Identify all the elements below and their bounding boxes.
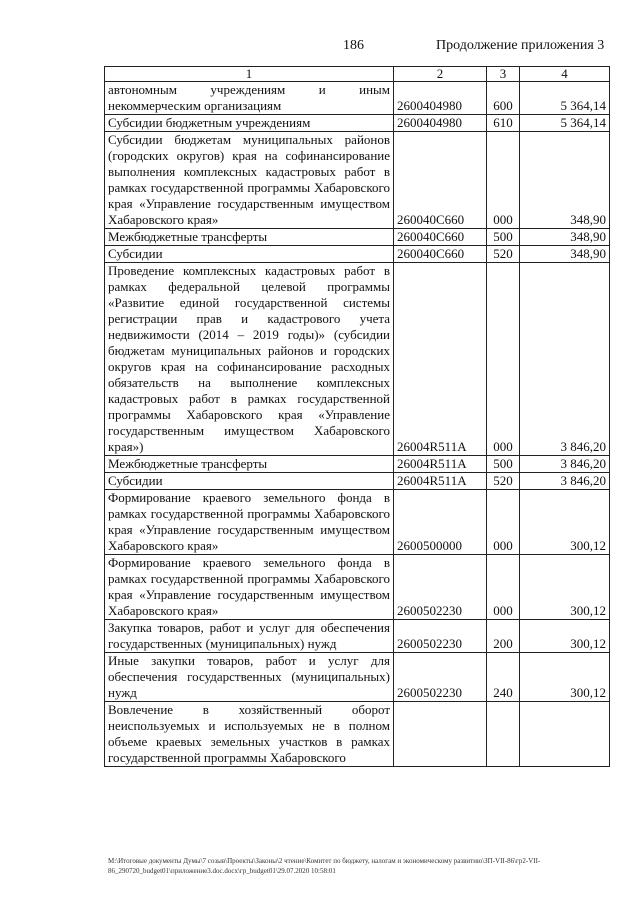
target-article-code: 2600502230 <box>394 555 487 620</box>
row-description: Формирование краевого земельного фонда в рамках государственной программы Хабаровского края «Управление государственным имуществом Хабаровского края» <box>105 555 394 620</box>
amount-cell: 300,12 <box>520 555 610 620</box>
amount-cell: 3 846,20 <box>520 456 610 473</box>
amount-cell: 5 364,14 <box>520 115 610 132</box>
row-description: Субсидии бюджетам муниципальных районов (городских округов) края на софинансирование выполнения комплексных кадастровых работ в рамках государственной программы Хабаровского края «Управление государственным имуществом Хабаровского края» <box>105 132 394 229</box>
amount-cell <box>520 702 610 767</box>
table-row <box>105 229 610 246</box>
expense-type-code: 500 <box>487 229 520 246</box>
row-description: Закупка товаров, работ и услуг для обеспечения государственных (муниципальных) нужд <box>105 620 394 653</box>
row-description: автономным учреждениям и иным некоммерческим организациям <box>105 82 394 115</box>
target-article-code: 260040С660 <box>394 132 487 229</box>
budget-table <box>104 66 610 767</box>
table-row <box>105 620 610 653</box>
target-article-code: 26004R511A <box>394 456 487 473</box>
table-row <box>105 555 610 620</box>
table-row <box>105 263 610 456</box>
target-article-code: 2600404980 <box>394 115 487 132</box>
amount-cell: 5 364,14 <box>520 82 610 115</box>
amount-cell: 348,90 <box>520 229 610 246</box>
table-row <box>105 490 610 555</box>
table-row <box>105 456 610 473</box>
target-article-code: 260040С660 <box>394 246 487 263</box>
column-number-row <box>105 67 610 82</box>
row-description: Иные закупки товаров, работ и услуг для обеспечения государственных (муниципальных) нужд <box>105 653 394 702</box>
page-header <box>0 38 640 60</box>
target-article-code: 2600500000 <box>394 490 487 555</box>
amount-cell: 348,90 <box>520 246 610 263</box>
expense-type-code: 000 <box>487 555 520 620</box>
target-article-code: 2600502230 <box>394 620 487 653</box>
expense-type-code: 000 <box>487 490 520 555</box>
expense-type-code: 600 <box>487 82 520 115</box>
table-row <box>105 653 610 702</box>
expense-type-code: 200 <box>487 620 520 653</box>
table-row <box>105 702 610 767</box>
row-description: Субсидии <box>105 473 394 490</box>
expense-type-code <box>487 702 520 767</box>
row-description: Формирование краевого земельного фонда в рамках государственной программы Хабаровского края «Управление государственным имуществом Хабаровского края» <box>105 490 394 555</box>
expense-type-code: 000 <box>487 132 520 229</box>
budget-table-body <box>105 67 610 767</box>
amount-cell: 300,12 <box>520 653 610 702</box>
expense-type-code: 500 <box>487 456 520 473</box>
target-article-code: 26004R511A <box>394 473 487 490</box>
target-article-code: 26004R511A <box>394 263 487 456</box>
column-header: 1 <box>105 67 394 82</box>
amount-cell: 3 846,20 <box>520 263 610 456</box>
table-row <box>105 115 610 132</box>
column-header: 3 <box>487 67 520 82</box>
amount-cell: 3 846,20 <box>520 473 610 490</box>
expense-type-code: 610 <box>487 115 520 132</box>
row-description: Межбюджетные трансферты <box>105 456 394 473</box>
target-article-code <box>394 702 487 767</box>
amount-cell: 300,12 <box>520 490 610 555</box>
expense-type-code: 520 <box>487 473 520 490</box>
expense-type-code: 520 <box>487 246 520 263</box>
table-row <box>105 246 610 263</box>
target-article-code: 2600502230 <box>394 653 487 702</box>
amount-cell: 348,90 <box>520 132 610 229</box>
row-description: Проведение комплексных кадастровых работ в рамках федеральной целевой программы «Развитие единой государственной системы регистрации прав и кадастрового учета недвижимости (2014 – 2019 годы)» (субсидии бюджетам муниципальных районов и городских округов края на софинансирование расходных обязательств на выполнение комплексных кадастровых работ в рамках государственной программы Хабаровского края «Управление государственным имуществом Хабаровского края») <box>105 263 394 456</box>
table-row <box>105 473 610 490</box>
column-header: 4 <box>520 67 610 82</box>
target-article-code: 2600404980 <box>394 82 487 115</box>
row-description: Вовлечение в хозяйственный оборот неиспользуемых и используемых не в полном объеме краевых земельных участков в рамках государственной программы Хабаровского <box>105 702 394 767</box>
file-path-footer: М:\Итоговые документы Думы\7 созыв\Проекты\Законы\2 чтение\Комитет по бюджету, налогам и экономическому развитию\ЗП-VII-86\гр2-VII-86_290720_budget01\приложение3.doc.docx\гр_budget01\29.07.2020 10:58:01 <box>108 857 541 875</box>
amount-cell: 300,12 <box>520 620 610 653</box>
continuation-label: Продолжение приложения 3 <box>436 38 605 53</box>
table-row <box>105 132 610 229</box>
target-article-code: 260040С660 <box>394 229 487 246</box>
row-description: Субсидии бюджетным учреждениям <box>105 115 394 132</box>
row-description: Субсидии <box>105 246 394 263</box>
page-number: 186 <box>343 38 364 53</box>
table-row <box>105 82 610 115</box>
row-description: Межбюджетные трансферты <box>105 229 394 246</box>
expense-type-code: 240 <box>487 653 520 702</box>
expense-type-code: 000 <box>487 263 520 456</box>
column-header: 2 <box>394 67 487 82</box>
